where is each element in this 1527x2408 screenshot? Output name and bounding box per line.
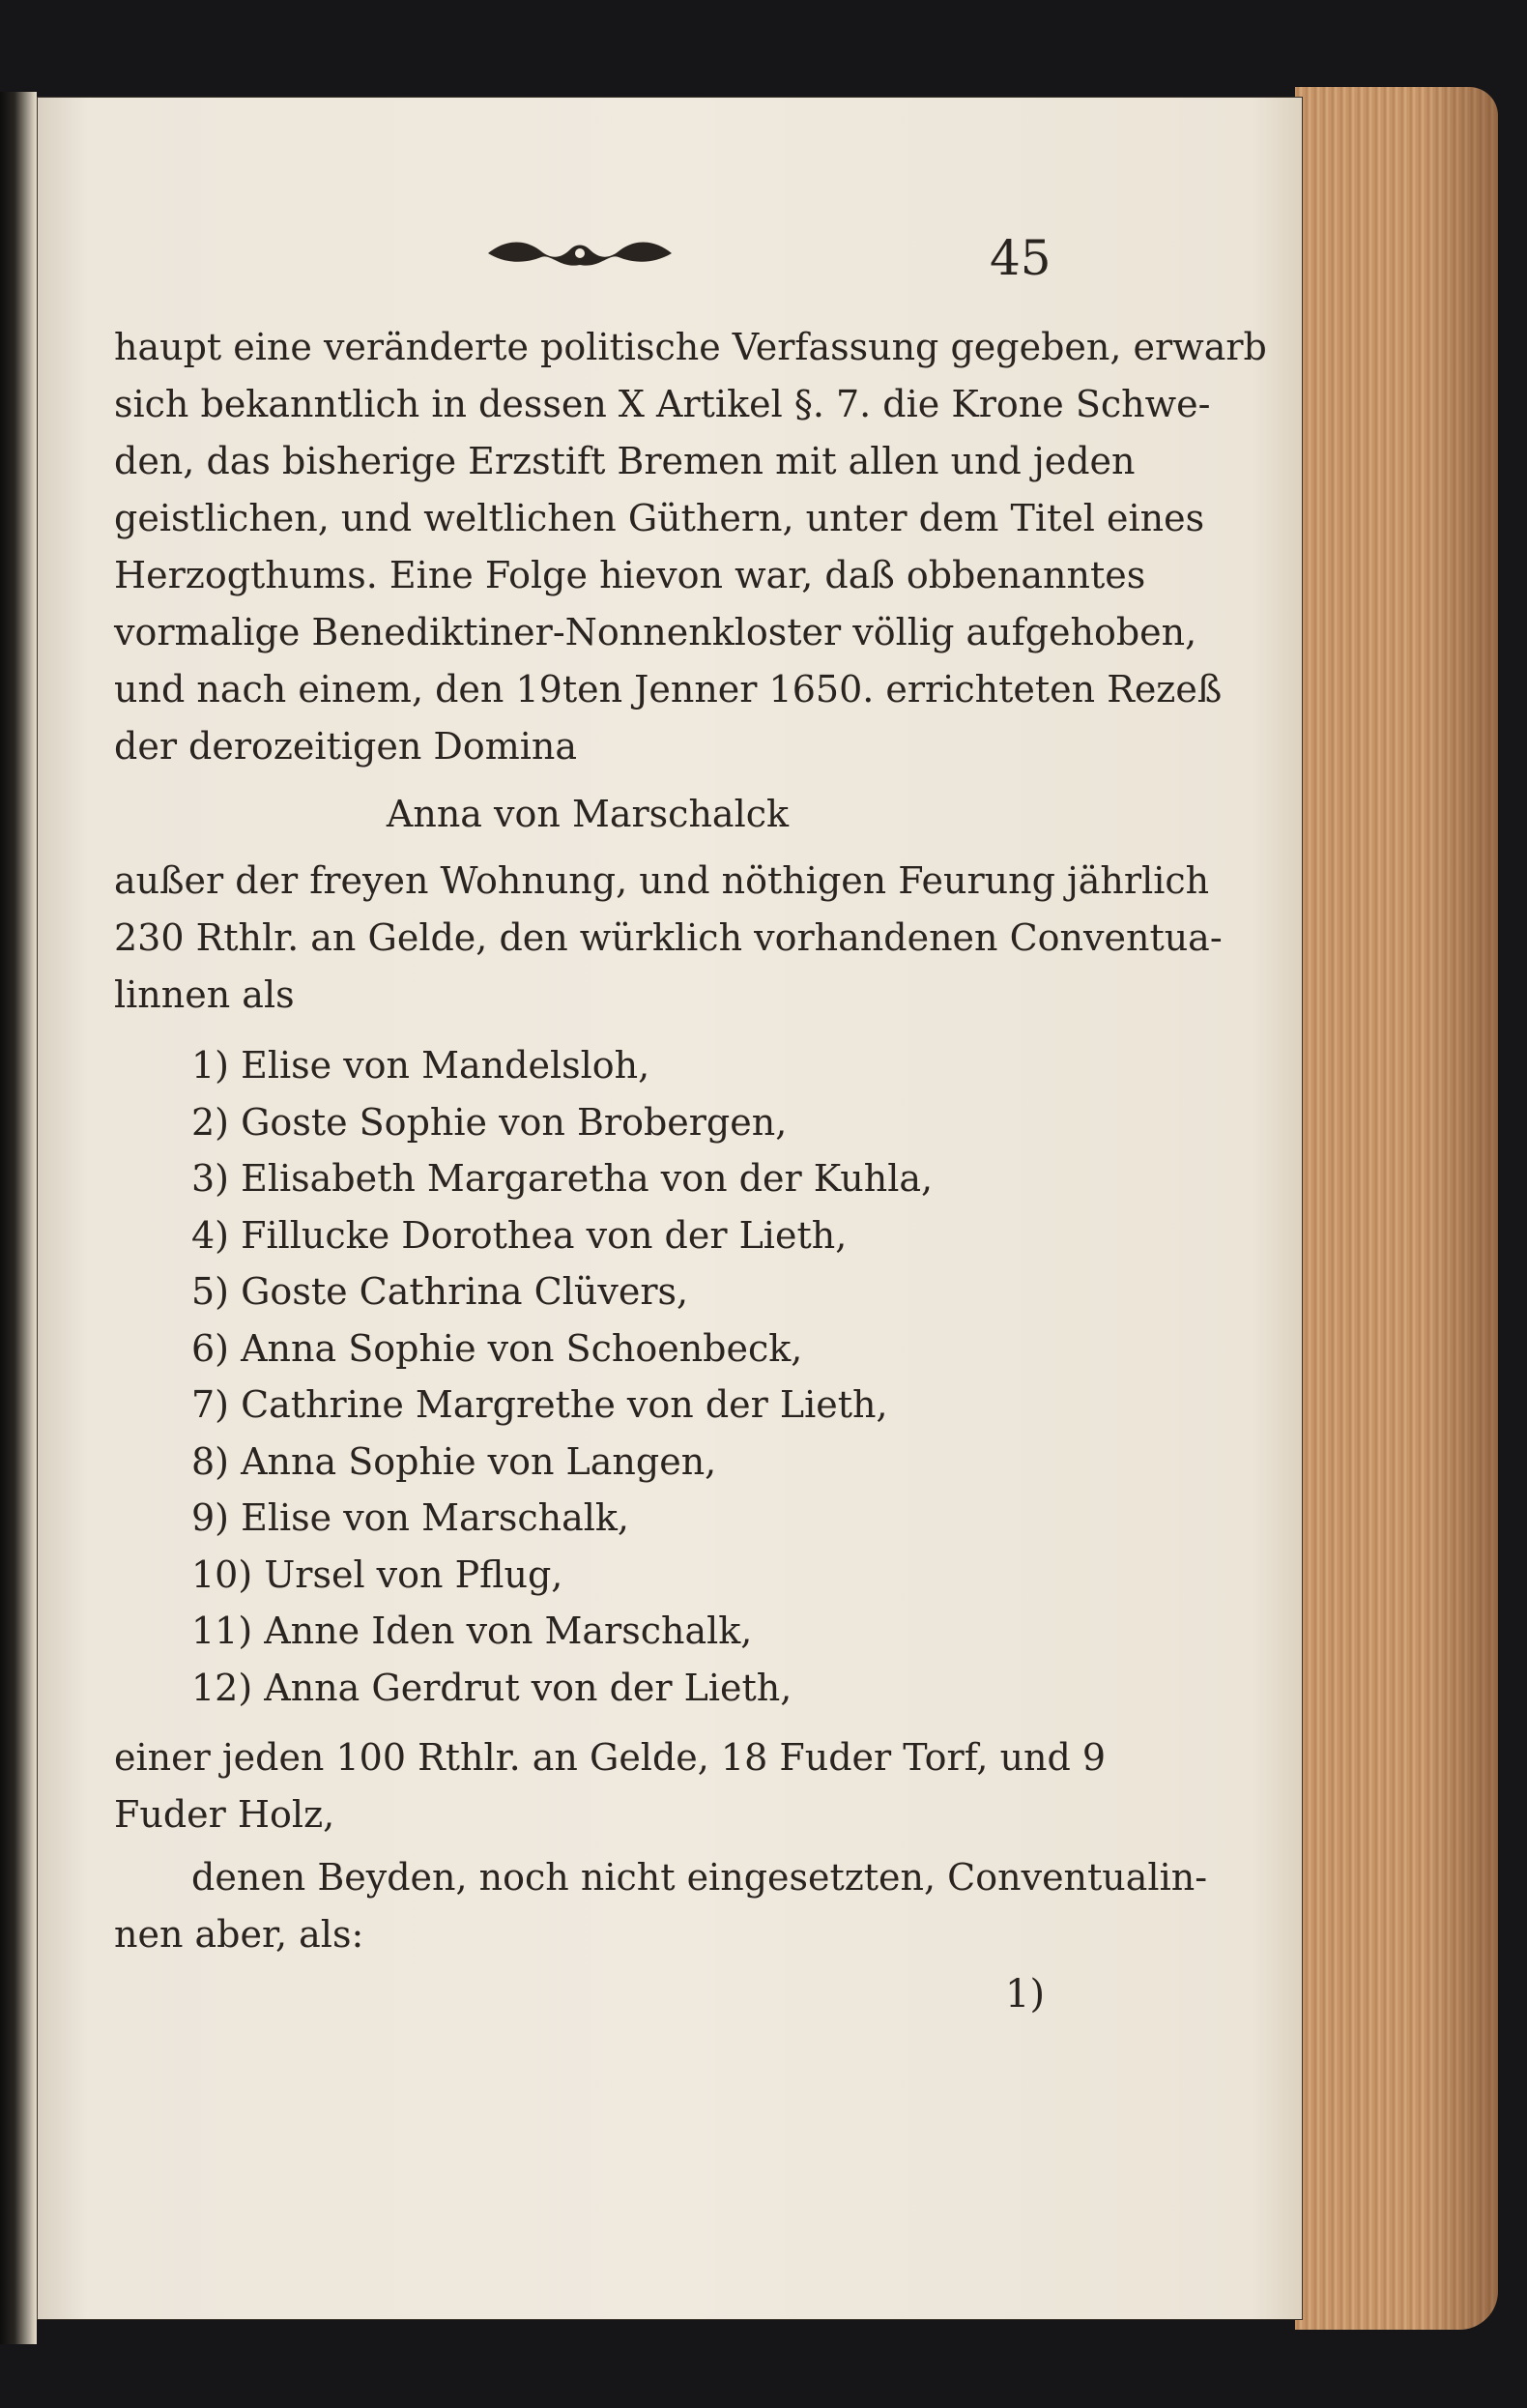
list-item: 1) Elise von Mandelsloh,	[191, 1044, 650, 1087]
list-item: 11) Anne Iden von Marschalk,	[191, 1610, 753, 1652]
text-line: denen Beyden, noch nicht eingesetzten, Conventualin-	[191, 1856, 1208, 1899]
catchword: 1)	[1005, 1972, 1046, 2016]
text-line: außer der freyen Wohnung, und nöthigen Feurung jährlich	[114, 859, 1210, 902]
list-item: 10) Ursel von Pflug,	[191, 1552, 563, 1596]
page-body	[114, 319, 1267, 1963]
list-item: 7) Cathrine Margrethe von der Lieth,	[191, 1383, 888, 1426]
list-item: 5) Goste Cathrina Clüvers,	[191, 1270, 689, 1313]
list-item: 9) Elise von Marschalk,	[191, 1496, 629, 1539]
conventual-list	[114, 1037, 1061, 1716]
book-cover-edge	[0, 92, 37, 2344]
page-block-edges	[1295, 87, 1498, 2330]
text-line: geistlichen, und weltlichen Güthern, unter dem Titel eines	[114, 497, 1205, 539]
text-line: sich bekanntlich in dessen X Artikel §. 7. die Krone Schwe-	[114, 383, 1211, 425]
text-line: haupt eine veränderte politische Verfassung gegeben, erwarb	[114, 326, 1267, 368]
list-item: 2) Goste Sophie von Brobergen,	[191, 1100, 788, 1144]
list-item: 3) Elisabeth Margaretha von der Kuhla,	[191, 1157, 934, 1200]
text-line: der derozeitigen Domina	[114, 725, 578, 768]
text-line: Fuder Holz,	[114, 1793, 335, 1836]
text-line: linnen als	[114, 973, 295, 1016]
list-item: 8) Anna Sophie von Langen,	[191, 1439, 717, 1483]
text-line: einer jeden 100 Rthlr. an Gelde, 18 Fuder Torf, und 9	[114, 1736, 1107, 1779]
text-line: und nach einem, den 19ten Jenner 1650. errichteten Rezeß	[114, 668, 1223, 711]
fleuron-ornament-icon	[483, 230, 677, 276]
list-item: 4) Fillucke Dorothea von der Lieth,	[191, 1213, 848, 1257]
text-line: Herzogthums. Eine Folge hievon war, daß obbenanntes	[114, 554, 1146, 596]
text-line: 230 Rthlr. an Gelde, den würklich vorhandenen Conventua-	[114, 916, 1223, 959]
page-number: 45	[990, 230, 1052, 286]
text-line: vormalige Benediktiner-Nonnenkloster völlig aufgehoben,	[114, 611, 1197, 653]
text-line: nen aber, als:	[114, 1913, 364, 1956]
list-item: 6) Anna Sophie von Schoenbeck,	[191, 1326, 803, 1370]
list-item: 12) Anna Gerdrut von der Lieth,	[191, 1666, 792, 1709]
domina-name: Anna von Marschalck	[386, 793, 790, 835]
text-line: den, das bisherige Erzstift Bremen mit allen und jeden	[114, 440, 1136, 482]
